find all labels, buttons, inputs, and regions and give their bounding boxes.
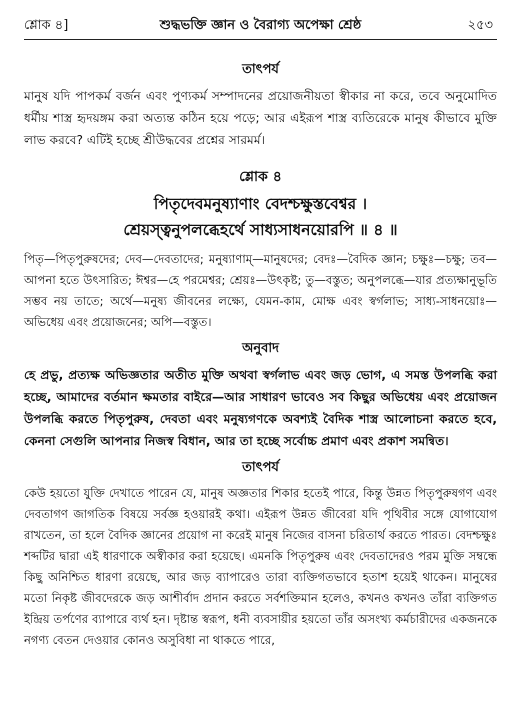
verse-title: শ্লোক ৪ (239, 169, 282, 185)
header-rule (24, 39, 497, 40)
header-verse-ref: শ্লোক ৪] (24, 18, 69, 33)
page-body (24, 54, 497, 655)
verse-line-1: পিতৃদেবমনুষ্যাণাং বেদশ্চক্ষুস্তবেশ্বর । (153, 195, 368, 213)
purport-text: মানুষ যদি পাপকর্ম বর্জন এবং পুণ্যকর্ম সম্পাদনের প্রয়োজনীয়তা স্বীকার না করে, তবে অনুমোদিত ধর্মীয় শাস্ত্র হৃদয়ঙ্গম করা অত্যন্ত কঠিন হয়ে পড়ে; আর এইরূপ শাস্ত্র ব্যতিরেকে মানুষ কীভাবে মুক্তি লাভ করবে? এটিই হচ্ছে শ্রীউদ্ধবের প্রশ্নের সারমর্ম। (24, 89, 497, 147)
translation-heading: অনুবাদ (242, 341, 279, 356)
verse-line-2: শ্রেয়স্ত্বনুপলব্ধেহর্থে সাধ্যসাধনয়োরপি ॥ ৪ ॥ (123, 221, 398, 239)
purport-text-2: কেউ হয়তো যুক্তি দেখাতে পারেন যে, মানুষ অজ্ঞতার শিকার হতেই পারে, কিন্তু উন্নত পিতৃপুরুষগণ এবং দেবতাগণ জাগতিক বিষয়ে সর্বজ্ঞ হওয়ারই কথা। এইরূপ উন্নত জীবেরা যদি পৃথিবীর সঙ্গে যোগাযোগ রাখতেন, তা হলে বৈদিক জ্ঞানের প্রয়োগ না করেই মানুষ নিজের বাসনা চরিতার্থ করতে পারত। বেদশ্চক্ষুঃ শব্দটির দ্বারা এই ধারণাকে অস্বীকার করা হয়েছে। এমনকি পিতৃপুরুষ এবং দেবতাদেরও পরম মুক্তি সম্বন্ধে কিছু অনিশ্চিত ধারণা রয়েছে, আর জড় ব্যাপারেও তারা ব্যক্তিগতভাবে হতাশ হয়েই থাকেন। মানুষের মতো নিকৃষ্ট জীবদেরকে জড় আশীর্বাদ প্রদান করতে সর্বশক্তিমান হলেও, কখনও কখনও তাঁরা ব্যক্তিগত ইন্দ্রিয় তর্পণের ব্যাপারে ব্যর্থ হন। দৃষ্টান্ত স্বরূপ, ধনী ব্যবসায়ীর হয়তো তাঁর অসংখ্য কর্মচারীদের একজনকে নগণ্য বেতন দেওয়ার কোনও অসুবিধা না থাকতে পারে, (24, 486, 497, 647)
page-number: ২৫৩ (467, 18, 493, 33)
purport-heading-2: তাৎপর্য (242, 460, 279, 475)
header-title: শুদ্ধভক্তি জ্ঞান ও বৈরাগ্য অপেক্ষা শ্রেষ্ঠ (159, 18, 362, 33)
synonyms-text: পিতৃ—পিতৃপুরুষদের; দেব—দেবতাদের; মনুষ্যাণাম্—মানুষদের; বেদঃ—বৈদিক জ্ঞান; চক্ষুঃ—চক্ষু; তব—আপনা হতে উৎসারিত; ঈশ্বর—হে পরমেশ্বর; শ্রেয়ঃ—উৎকৃষ্ট; তু—বস্তুত; অনুপলব্ধে—যার প্রত্যক্ষানুভূতি সম্ভব নয় তাতে; অর্থে—মনুষ্য জীবনের লক্ষ্যে, যেমন-কাম, মোক্ষ এবং স্বর্গলাভ; সাধ্য-সাধনয়োঃ—অভিধেয় এবং প্রয়োজনের; অপি—বস্তুত। (24, 252, 497, 329)
page-header (24, 16, 497, 38)
translation-text: হে প্রভু, প্রত্যক্ষ অভিজ্ঞতার অতীত মুক্তি অথবা স্বর্গলাভ এবং জড় ভোগ, এ সমস্ত উপলব্ধি করা হচ্ছে, আমাদের বর্তমান ক্ষমতার বাইরে—আর সাধারণ ভাবেও সব কিছুর অভিধেয় এবং প্রয়োজন উপলব্ধি করতে পিতৃপুরুষ, দেবতা এবং মনুষ্যগণকে অবশ্যই বৈদিক শাস্ত্র আলোচনা করতে হবে, কেননা সেগুলি আপনার নিজস্ব বিধান, আর তা হচ্ছে সর্বোচ্চ প্রমাণ এবং প্রকাশ সমন্বিত। (24, 368, 497, 448)
purport-heading: তাৎপর্য (242, 62, 279, 77)
